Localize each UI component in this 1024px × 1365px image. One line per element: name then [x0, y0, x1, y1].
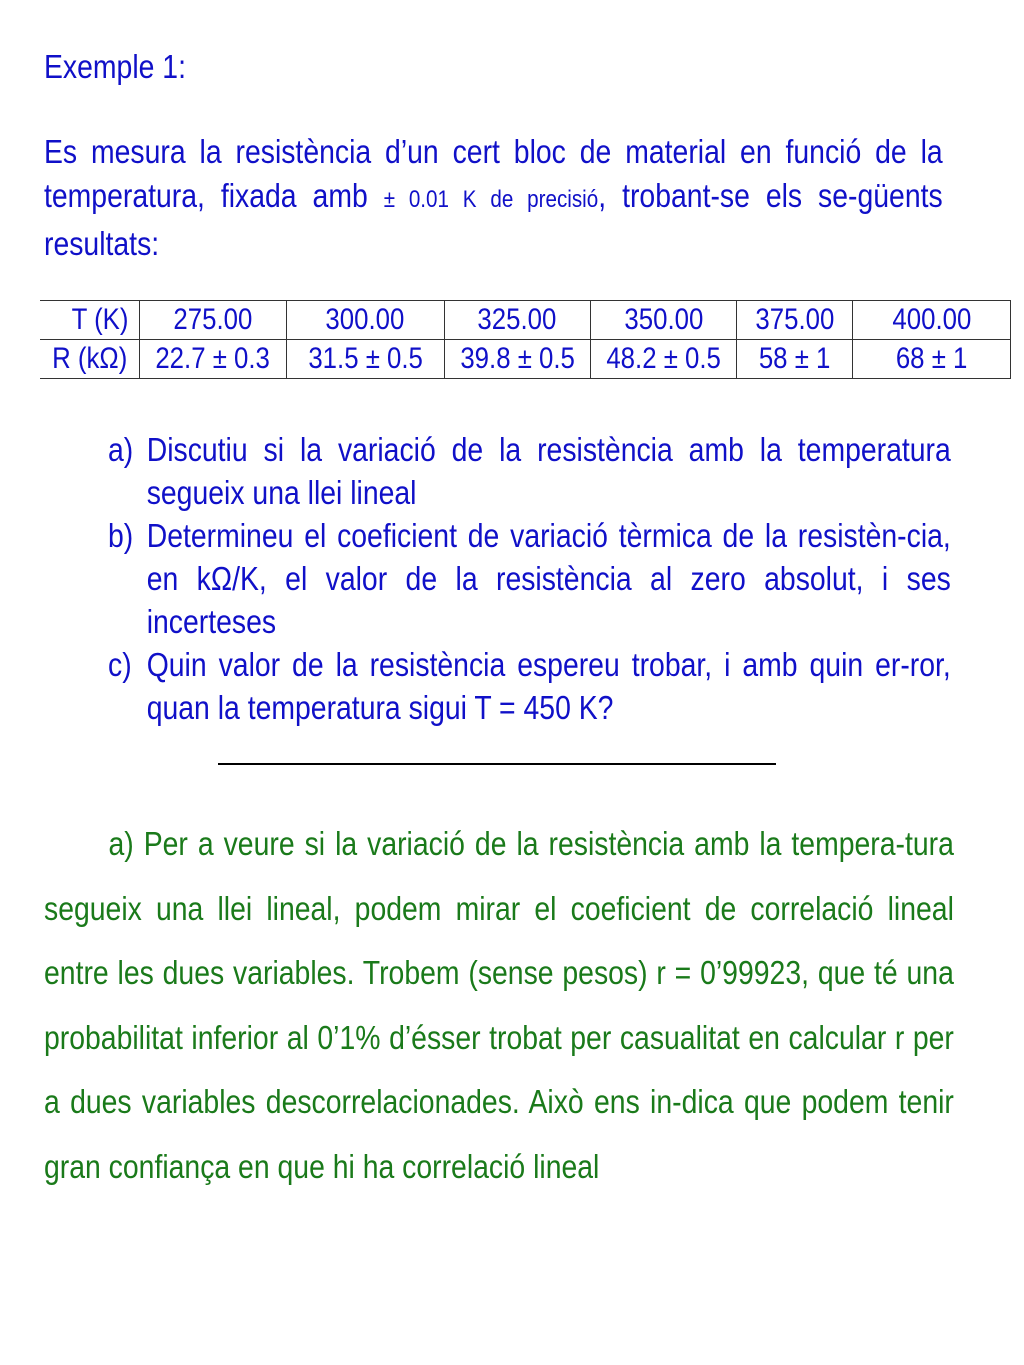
precision-note: ± 0.01 K de precisió [383, 186, 599, 213]
table-cell: 300.00 [286, 301, 444, 340]
list-item [108, 428, 951, 514]
intro-text-1: Es mesura la resistència d’un cert bloc de material en funció de la temperatura, fixada amb [44, 133, 943, 214]
table-cell: 68 ± 1 [853, 340, 1011, 379]
question-text: Quin valor de la resistència espereu trobar, i amb quin er-ror, quan la temperatura sigui T = 450 K? [146, 646, 951, 726]
table-row-resistance [40, 340, 1011, 379]
divider-line [218, 763, 776, 765]
question-text: Discutiu si la variació de la resistència amb la temperatura segueix una llei lineal [146, 431, 951, 511]
data-table [40, 300, 1011, 379]
table-cell: 48.2 ± 0.5 [590, 340, 736, 379]
table-header-temperature: T (K) [40, 301, 140, 340]
table-cell: 400.00 [853, 301, 1011, 340]
question-list [108, 428, 951, 729]
question-text: Determineu el coeficient de variació tèrmica de la resistèn-cia, en kΩ/K, el valor de la resistència al zero absolut, i ses incerteses [146, 517, 951, 640]
table-cell: 350.00 [590, 301, 736, 340]
page-title: Exemple 1: [44, 48, 186, 85]
table-cell: 58 ± 1 [737, 340, 853, 379]
table-cell: 375.00 [737, 301, 853, 340]
question-marker: b) [108, 517, 134, 554]
question-marker: a) [108, 431, 134, 468]
list-item [108, 514, 951, 643]
question-marker: c) [108, 646, 132, 683]
table-cell: 31.5 ± 0.5 [286, 340, 444, 379]
table-cell: 39.8 ± 0.5 [444, 340, 590, 379]
intro-text-2: , trobant-se els se-güents resultats: [44, 177, 943, 262]
intro-paragraph [44, 130, 943, 266]
answer-paragraph: a) Per a veure si la variació de la resistència amb la tempera-tura segueix una llei lineal, podem mirar el coeficient de correlació lineal entre les dues variables. Trobem (sense pesos) r = 0’99923, que té una probabilitat inferior al 0’1% d’ésser trobat per casualitat en calcular r per a dues variables descorrelacionades. Això ens in-dica que podem tenir gran confiança en que hi ha correlació lineal [44, 825, 954, 1185]
table-cell: 22.7 ± 0.3 [140, 340, 286, 379]
table-cell: 275.00 [140, 301, 286, 340]
table-cell: 325.00 [444, 301, 590, 340]
table-header-resistance: R (kΩ) [40, 340, 140, 379]
table-row-temperature [40, 301, 1011, 340]
list-item [108, 643, 951, 729]
